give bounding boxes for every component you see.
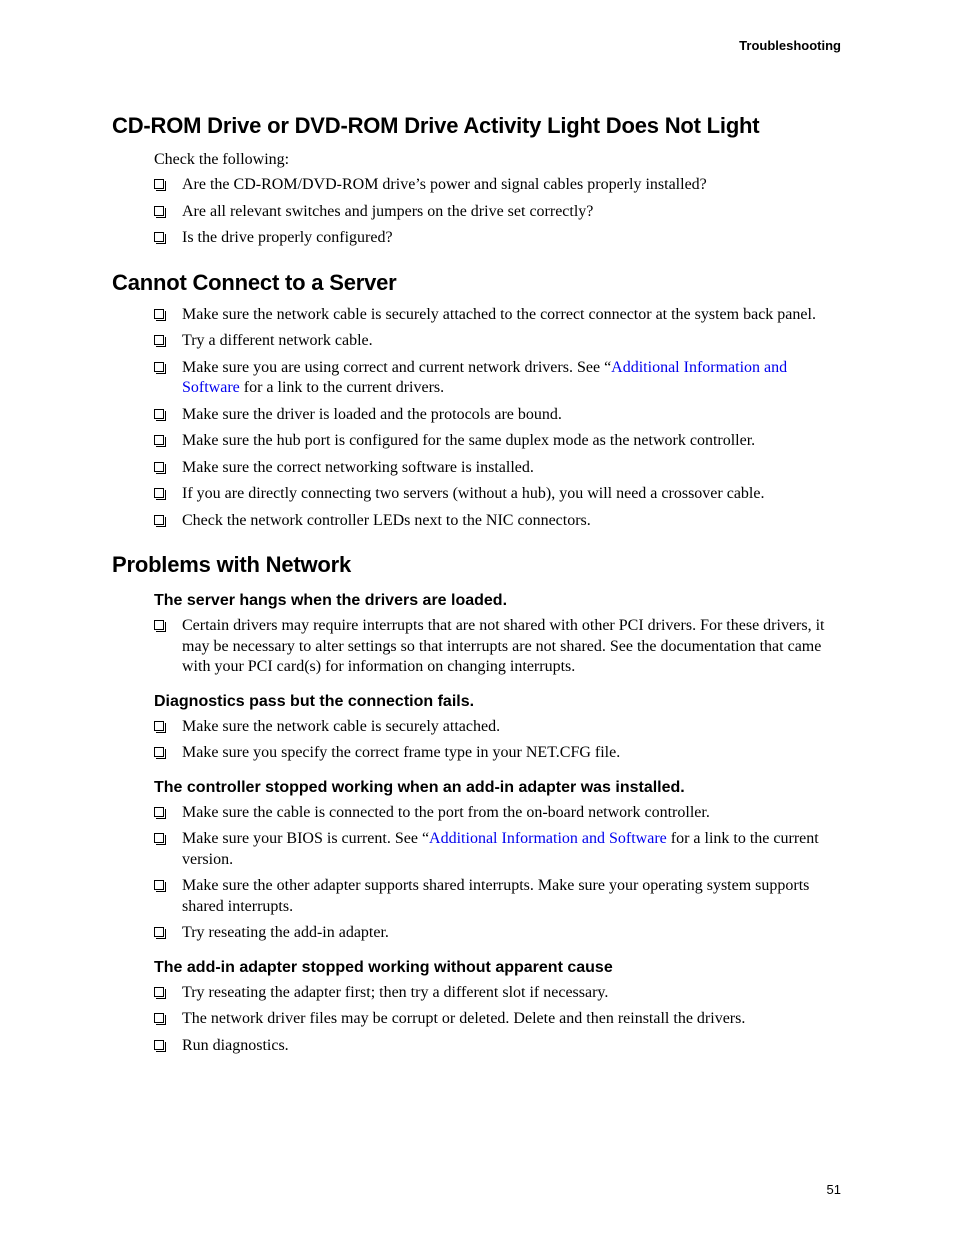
- subheading-server-hangs: The server hangs when the drivers are loaded.: [154, 592, 508, 609]
- checkbox-icon: [154, 1040, 164, 1050]
- checkbox-icon: [154, 179, 164, 189]
- subheading-controller-stopped: The controller stopped working when an add-in adapter was installed.: [154, 778, 685, 796]
- checkbox-icon: [154, 620, 164, 630]
- list-item: Is the drive properly configured?: [112, 228, 842, 249]
- list-item: Make sure the cable is connected to the port from the on-board network controller.: [112, 803, 842, 824]
- checkbox-icon: [154, 880, 164, 890]
- list-item: Make sure you specify the correct frame type in your NET.CFG file.: [112, 743, 842, 764]
- checkbox-icon: [154, 927, 164, 937]
- list-item: Check the network controller LEDs next to the NIC connectors.: [112, 511, 842, 532]
- checklist-diagnostics: [112, 717, 842, 764]
- checkbox-icon: [154, 747, 164, 757]
- checkbox-icon: [154, 488, 164, 498]
- list-item: The network driver files may be corrupt or deleted. Delete and then reinstall the drivers.: [112, 1009, 842, 1030]
- page-content: [112, 108, 842, 1062]
- checklist-server-hangs: [112, 616, 842, 678]
- checklist-adapter: [112, 983, 842, 1057]
- list-item: Make sure the network cable is securely attached to the correct connector at the system back panel.: [112, 305, 842, 326]
- list-item: Make sure the hub port is configured for the same duplex mode as the network controller.: [112, 431, 842, 452]
- list-item: Try reseating the adapter first; then try a different slot if necessary.: [112, 983, 842, 1004]
- list-item: Run diagnostics.: [112, 1036, 842, 1057]
- checkbox-icon: [154, 206, 164, 216]
- checkbox-icon: [154, 462, 164, 472]
- checkbox-icon: [154, 807, 164, 817]
- list-item: Make sure the other adapter supports shared interrupts. Make sure your operating system supports shared interrupts.: [112, 876, 842, 917]
- checklist-cdrom: [112, 175, 842, 249]
- checkbox-icon: [154, 409, 164, 419]
- checkbox-icon: [154, 515, 164, 525]
- section-heading-cdrom: CD-ROM Drive or DVD-ROM Drive Activity Light Does Not Light: [112, 113, 760, 138]
- checklist-controller: [112, 803, 842, 944]
- checkbox-icon: [154, 335, 164, 345]
- list-item: Make sure the correct networking software is installed.: [112, 458, 842, 479]
- list-item: Are all relevant switches and jumpers on the drive set correctly?: [112, 202, 842, 223]
- section-heading-network: Problems with Network: [112, 552, 352, 577]
- intro-text: Check the following:: [154, 151, 290, 168]
- checkbox-icon: [154, 987, 164, 997]
- checkbox-icon: [154, 362, 164, 372]
- list-item: Certain drivers may require interrupts that are not shared with other PCI drivers. For these drivers, it may be necessary to alter settings so that interrupts are not shared. See the documentation that came with your PCI card(s) for information on changing interrupts.: [112, 616, 842, 678]
- checkbox-icon: [154, 833, 164, 843]
- subheading-diagnostics-pass: Diagnostics pass but the connection fails.: [154, 692, 475, 710]
- page-number: 51: [826, 1182, 841, 1197]
- list-item: Make sure your BIOS is current. See “Additional Information and Software for a link to the current version.: [112, 829, 842, 870]
- checklist-server: [112, 305, 842, 532]
- list-item: Are the CD-ROM/DVD-ROM drive’s power and signal cables properly installed?: [112, 175, 842, 196]
- checkbox-icon: [154, 232, 164, 242]
- list-item: Make sure the network cable is securely attached.: [112, 717, 842, 738]
- additional-info-link[interactable]: Additional Information and Software: [429, 830, 667, 847]
- additional-info-link[interactable]: Additional Information and Software: [182, 358, 788, 396]
- checkbox-icon: [154, 435, 164, 445]
- list-item: Try reseating the add-in adapter.: [112, 923, 842, 944]
- list-item: If you are directly connecting two servers (without a hub), you will need a crossover cable.: [112, 484, 842, 505]
- list-item: Make sure the driver is loaded and the protocols are bound.: [112, 405, 842, 426]
- list-item: Make sure you are using correct and current network drivers. See “Additional Information and Software for a link to the current drivers.: [112, 358, 842, 399]
- checkbox-icon: [154, 721, 164, 731]
- list-item: Try a different network cable.: [112, 331, 842, 352]
- subheading-adapter-stopped: The add-in adapter stopped working without apparent cause: [154, 958, 613, 976]
- checkbox-icon: [154, 309, 164, 319]
- running-header: Troubleshooting: [739, 38, 841, 53]
- checkbox-icon: [154, 1013, 164, 1023]
- section-heading-server: Cannot Connect to a Server: [112, 269, 397, 295]
